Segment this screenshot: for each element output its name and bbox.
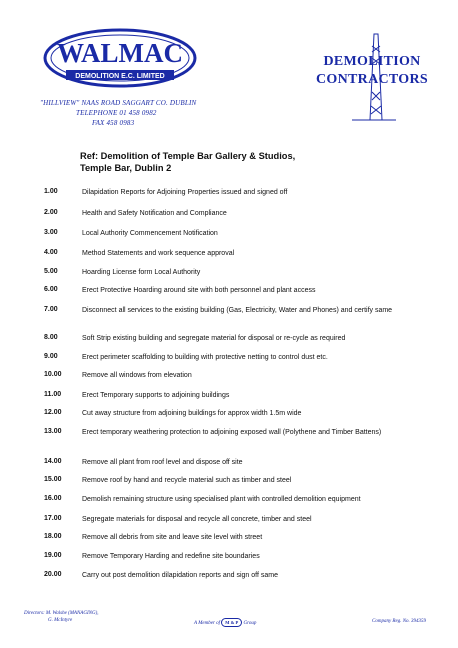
directors-footer	[24, 610, 98, 624]
item-text: Local Authority Commencement Notification	[82, 230, 218, 237]
item-number: 4.00	[44, 249, 58, 256]
item-text: Disconnect all services to the existing building (Gas, Electricity, Water and Phones) and certify same	[82, 307, 393, 314]
member-prefix: A Member of	[194, 621, 221, 626]
item-text: Remove Temporary Harding and redefine site boundaries	[82, 553, 260, 560]
item-number: 10.00	[44, 371, 62, 378]
item-text: Health and Safety Notification and Compliance	[82, 210, 227, 217]
item-text: Erect temporary weathering protection to adjoining exposed wall (Polythene and Timber Battens)	[82, 429, 382, 436]
reference-line2: Temple Bar, Dublin 2	[80, 163, 172, 173]
contractors-line2: CONTRACTORS	[316, 72, 428, 87]
item-number: 9.00	[44, 353, 58, 360]
item-number: 15.00	[44, 476, 62, 483]
member-footer	[194, 618, 256, 627]
item-number: 17.00	[44, 515, 62, 522]
item-text: Method Statements and work sequence approval	[82, 250, 235, 257]
item-number: 5.00	[44, 268, 58, 275]
item-number: 7.00	[44, 306, 58, 313]
fax: FAX 458 0983	[92, 119, 135, 127]
item-text: Cut away structure from adjoining buildings for approx width 1.5m wide	[82, 410, 302, 417]
item-text: Dilapidation Reports for Adjoining Properties issued and signed off	[82, 189, 288, 196]
item-text: Remove all plant from roof level and dispose off site	[82, 459, 243, 466]
item-number: 14.00	[44, 458, 62, 465]
item-number: 3.00	[44, 229, 58, 236]
item-text: Carry out post demolition dilapidation reports and sign off same	[82, 572, 278, 579]
reference-line1: Ref: Demolition of Temple Bar Gallery & Studios,	[80, 151, 296, 161]
walmac-logo	[42, 28, 198, 94]
item-text: Segregate materials for disposal and recycle all concrete, timber and steel	[82, 516, 312, 523]
group-logo: M & P	[221, 618, 242, 627]
item-number: 6.00	[44, 286, 58, 293]
item-number: 1.00	[44, 188, 58, 195]
item-number: 12.00	[44, 409, 62, 416]
reference-heading	[80, 150, 295, 174]
logo-name: WALMAC	[57, 38, 183, 68]
item-text: Remove roof by hand and recycle material such as timber and steel	[82, 477, 292, 484]
telephone: TELEPHONE 01 458 0982	[76, 109, 157, 117]
item-text: Hoarding License form Local Authority	[82, 269, 201, 276]
item-number: 13.00	[44, 428, 62, 435]
item-number: 11.00	[44, 391, 62, 398]
demolition-contractors-mark	[312, 32, 432, 122]
item-text: Soft Strip existing building and segregate material for disposal or re-cycle as required	[82, 335, 346, 342]
contractors-line1: DEMOLITION	[323, 54, 421, 69]
item-text: Erect perimeter scaffolding to building with protective netting to control dust etc.	[82, 354, 328, 361]
item-text: Erect Temporary supports to adjoining buildings	[82, 392, 230, 399]
address-block	[40, 98, 196, 128]
item-number: 16.00	[44, 495, 62, 502]
logo-subtitle: DEMOLITION E.C. LIMITED	[75, 73, 165, 80]
item-text: Remove all windows from elevation	[82, 372, 192, 379]
item-number: 8.00	[44, 334, 58, 341]
item-text: Demolish remaining structure using specialised plant with controlled demolition equipment	[82, 496, 361, 503]
company-registration: Company Reg. No. 394359	[372, 619, 427, 624]
item-number: 2.00	[44, 209, 58, 216]
item-number: 19.00	[44, 552, 62, 559]
item-number: 20.00	[44, 571, 62, 578]
directors-line2: G. McIntyre	[48, 618, 73, 623]
item-number: 18.00	[44, 533, 62, 540]
directors-line1: Directors: M. Walshe (MANAGING),	[24, 611, 99, 616]
item-text: Remove all debris from site and leave site level with street	[82, 534, 263, 541]
address-line: "HILLVIEW" NAAS ROAD SAGGART CO. DUBLIN	[40, 99, 197, 107]
item-text: Erect Protective Hoarding around site with both personnel and plant access	[82, 287, 316, 294]
member-suffix: Group	[243, 621, 257, 626]
